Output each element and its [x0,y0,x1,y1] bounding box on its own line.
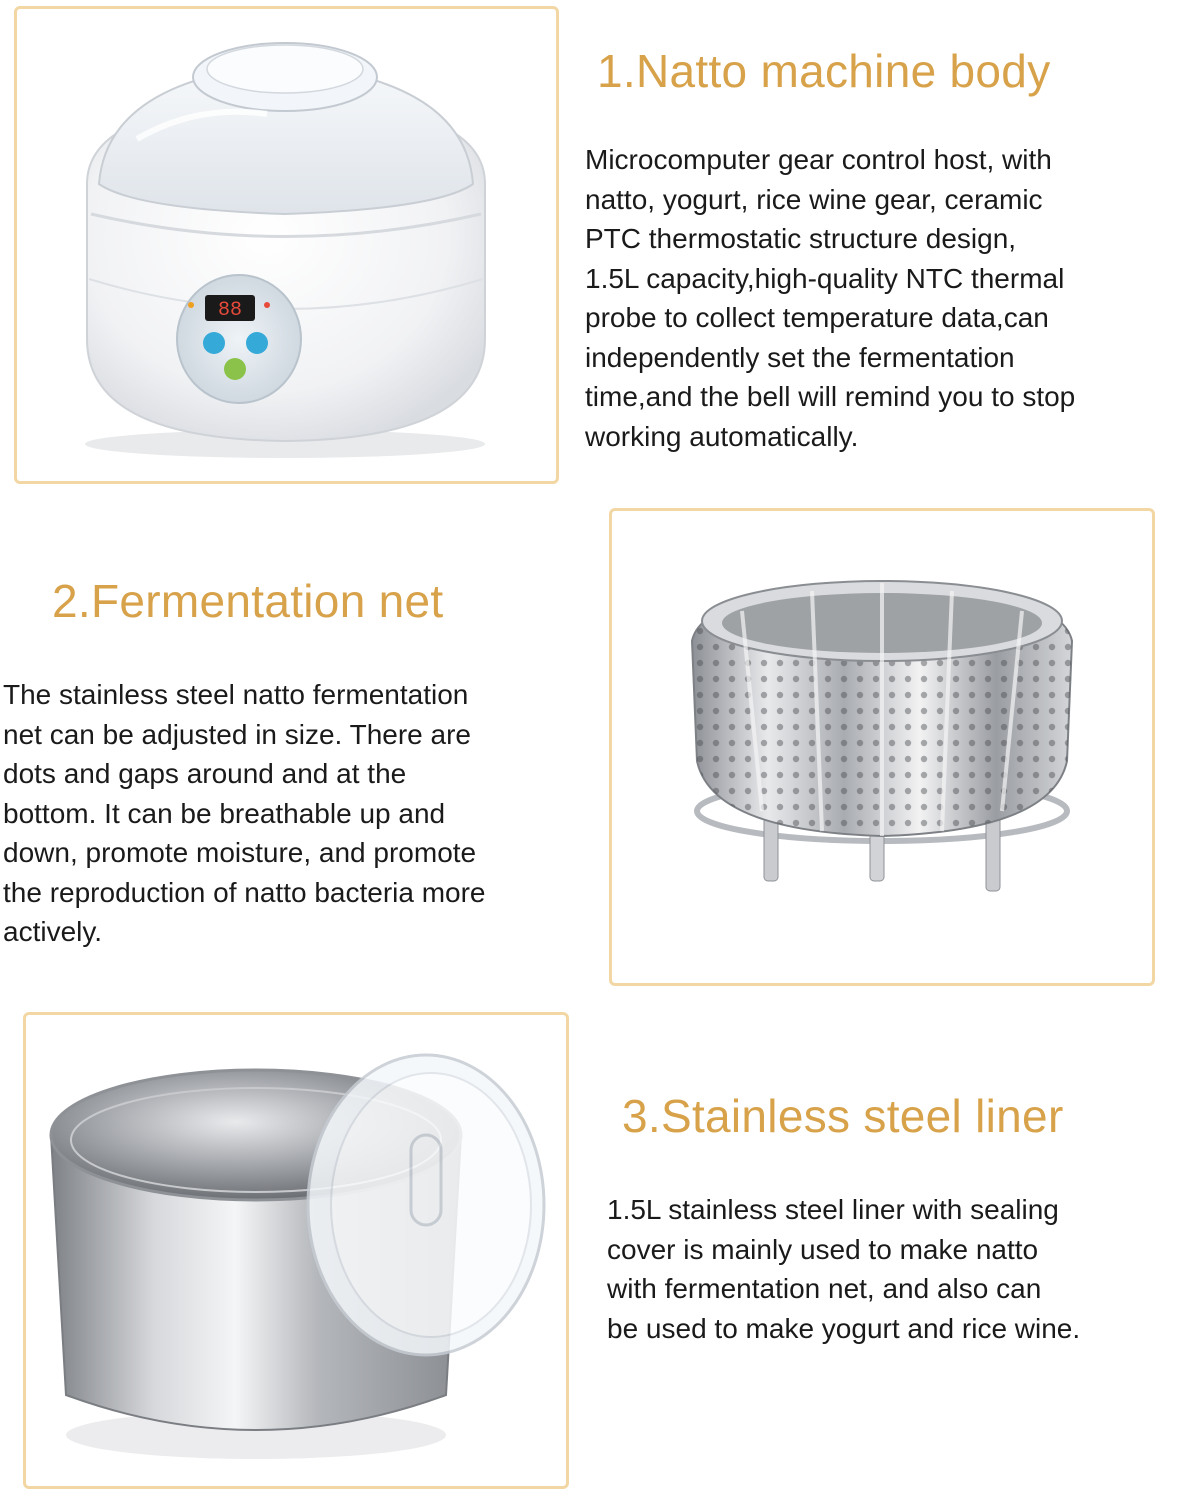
fermentation-net-illustration [612,511,1152,983]
description-line: be used to make yogurt and rice wine. [607,1312,1081,1344]
description-line: down, promote moisture, and promote [3,837,477,868]
timer-display: 88 [217,299,243,322]
description-line: with fermentation net, and also can [607,1273,1042,1304]
description-line: working automatically. [585,420,859,452]
description-line: actively. [3,916,103,947]
set-button-icon [246,332,268,354]
description-line: natto, yogurt, rice wine gear, ceramic [585,183,1043,215]
description-line: time,and the bell will remind you to stop [585,381,1076,412]
description-line: 1.5L stainless steel liner with sealing [607,1194,1059,1225]
section-1-title: 1.Natto machine body [597,45,1051,97]
section-2-title: 2.Fermentation net [52,575,444,627]
section-3-description [607,1190,1080,1348]
description-line: independently set the fermentation [585,341,1015,373]
stainless-liner-image-frame [23,1012,569,1489]
description-line: dots and gaps around and at the [3,758,407,789]
section-1-description [585,140,1075,456]
description-line: The stainless steel natto fermentation [3,679,469,710]
section-2-description [3,675,486,952]
start-button-icon [224,358,246,380]
section-3-title: 3.Stainless steel liner [622,1090,1064,1142]
fermentation-net-image-frame [609,508,1155,986]
description-line: bottom. It can be breathable up and [3,797,446,829]
machine-body-image-frame [14,6,559,484]
description-line: the reproduction of natto bacteria more [3,876,486,908]
description-line: cover is mainly used to make natto [607,1233,1039,1265]
natto-machine-illustration [17,9,556,481]
description-line: 1.5L capacity,high-quality NTC thermal [585,262,1065,294]
description-line: Microcomputer gear control host, with [585,144,1052,175]
description-line: net can be adjusted in size. There are [3,718,472,750]
description-line: probe to collect temperature data,can [585,302,1049,333]
stainless-liner-illustration [26,1015,566,1486]
mode-button-icon [203,332,225,354]
description-line: PTC thermostatic structure design, [585,223,1017,254]
